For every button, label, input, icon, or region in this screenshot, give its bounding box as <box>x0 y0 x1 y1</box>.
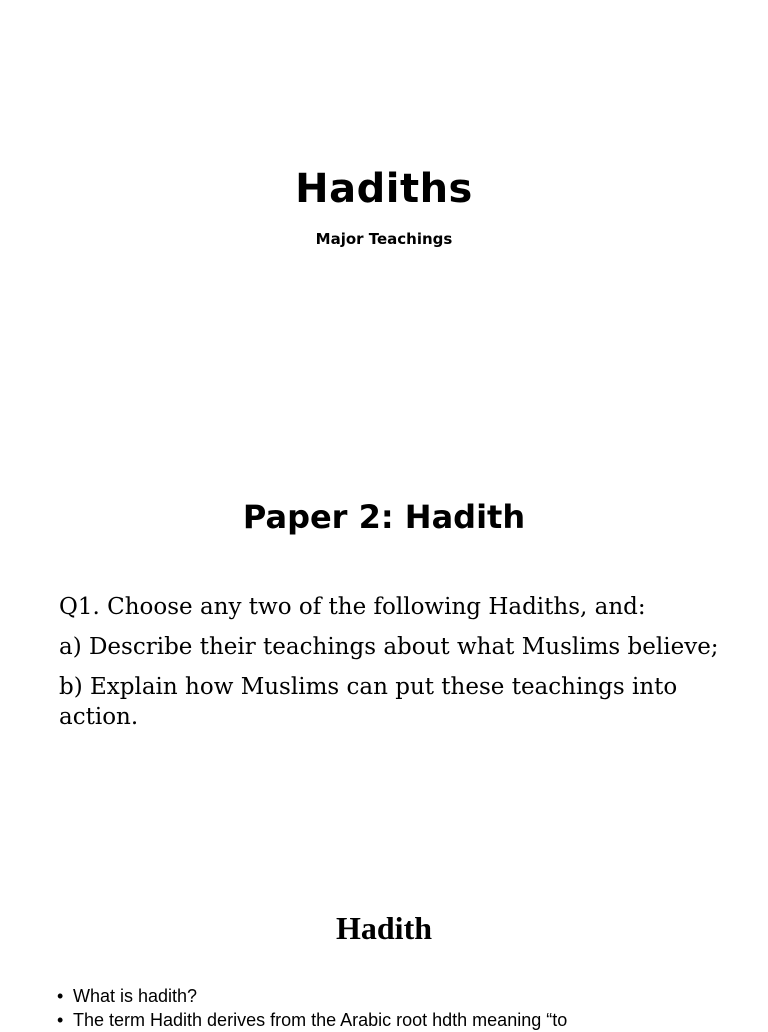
slide-subtitle: Major Teachings <box>315 230 453 248</box>
bullet-icon: • <box>57 986 64 1006</box>
paper-title: Paper 2: Hadith <box>242 498 526 536</box>
question-line: Q1. Choose any two of the following Hadiths, and: <box>59 594 646 620</box>
hadith-slide <box>0 850 768 1030</box>
slide-title: Hadiths <box>295 166 473 212</box>
paper-slide <box>0 420 768 850</box>
bullet-text: What is hadith? <box>73 986 198 1006</box>
question-part-a: a) Describe their teachings about what Muslims believe; <box>59 634 719 660</box>
hadith-title: Hadith <box>335 910 433 946</box>
bullet-list <box>57 984 747 1032</box>
question-part-b: b) Explain how Muslims can put these teachings into action. <box>59 674 678 730</box>
list-item <box>57 1008 747 1032</box>
bullet-text: The term Hadith derives from the Arabic root hdth meaning “to <box>73 1010 568 1030</box>
question-text <box>59 592 729 742</box>
bullet-icon: • <box>57 1010 64 1030</box>
list-item <box>57 984 747 1008</box>
title-slide <box>0 0 768 420</box>
